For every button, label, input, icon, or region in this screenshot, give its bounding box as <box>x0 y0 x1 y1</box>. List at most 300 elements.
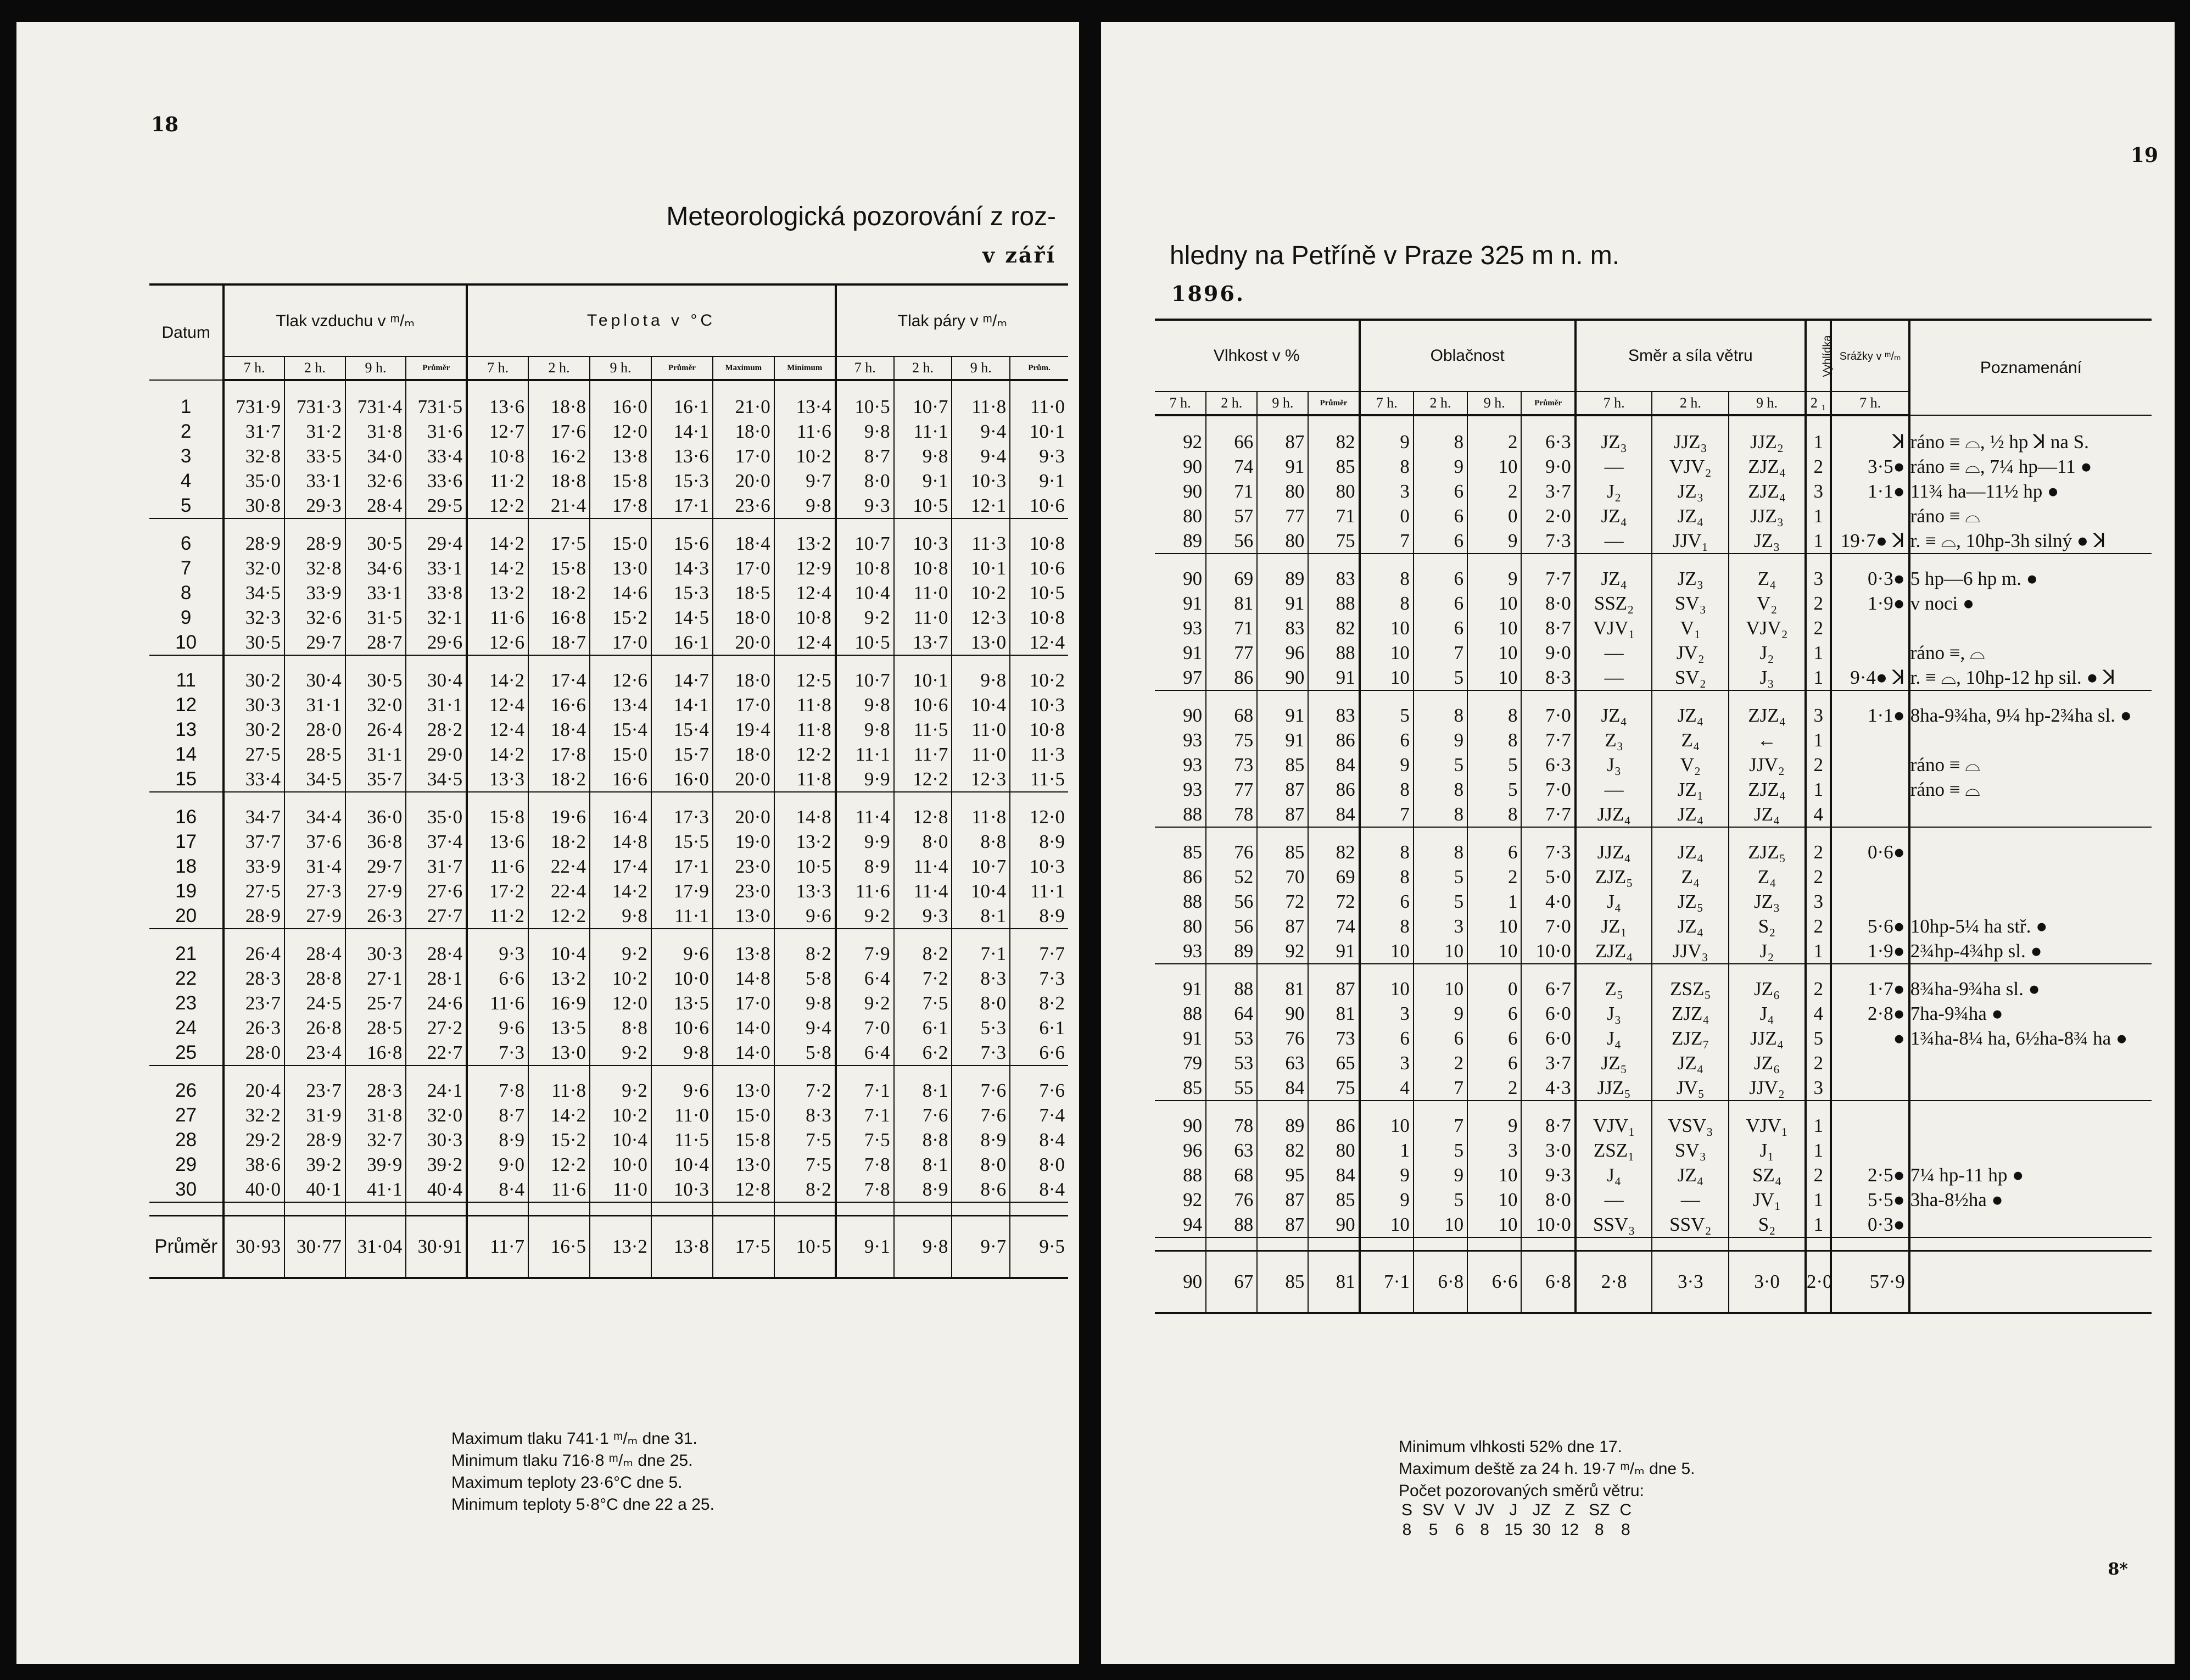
value-cell: 5 <box>1414 1187 1467 1212</box>
value-cell: 87 <box>1257 1187 1308 1212</box>
value-cell: 94 <box>1183 1213 1203 1235</box>
value-cell: ꓘ <box>1831 429 1909 454</box>
value-cell: 13·8 <box>590 444 651 468</box>
value-cell: 2 <box>1414 1051 1467 1075</box>
value-cell: 2 <box>1806 864 1831 889</box>
value-cell: 33·8 <box>406 581 467 605</box>
average-cell: 9·7 <box>952 1216 1010 1279</box>
value-cell: 91 <box>1183 641 1203 663</box>
value-cell: 2 <box>1806 914 1831 939</box>
value-cell: 28·9 <box>224 531 284 556</box>
value-cell: 7·7 <box>1521 566 1575 591</box>
value-cell: 23·7 <box>224 991 284 1015</box>
value-cell: — <box>1576 777 1652 802</box>
value-cell: 2 <box>1467 479 1521 504</box>
value-cell: 7·0 <box>836 1015 894 1040</box>
value-cell: 17·0 <box>713 693 774 717</box>
value-cell: 2 <box>1806 1163 1831 1187</box>
average-cell: 16·5 <box>528 1216 590 1279</box>
value-cell: 11·2 <box>467 468 528 493</box>
value-cell: 24·1 <box>406 1078 467 1103</box>
value-cell: 33·5 <box>284 444 345 468</box>
value-cell: 11·4 <box>836 805 894 829</box>
value-cell: 12·8 <box>894 805 952 829</box>
value-cell: 11·5 <box>651 1128 713 1152</box>
value-cell: 18·0 <box>713 419 774 444</box>
table-row <box>1155 1001 2152 1026</box>
value-cell: 5 <box>1467 752 1521 777</box>
value-cell: VJV₁ <box>1576 616 1652 640</box>
value-cell: 15·0 <box>590 742 651 767</box>
average-cell: 30·91 <box>406 1216 467 1279</box>
table-row <box>1155 939 2152 964</box>
value-cell: 17·4 <box>590 854 651 879</box>
group-spacer <box>1155 1237 2152 1251</box>
value-cell: ZJZ₅ <box>1576 864 1652 889</box>
value-cell: 9·8 <box>774 493 836 518</box>
value-cell: JZ₄ <box>1576 566 1652 591</box>
value-cell: 1 <box>1806 939 1831 964</box>
average-cell: 7·1 <box>1360 1251 1414 1314</box>
value-cell: JJZ₃ <box>1652 429 1729 454</box>
value-cell: 5 <box>1414 752 1467 777</box>
value-cell: 7·5 <box>774 1152 836 1177</box>
value-cell: 9·2 <box>836 605 894 630</box>
table-row <box>1155 454 2152 479</box>
value-cell: 16·8 <box>345 1040 406 1065</box>
value-cell: 10·6 <box>1010 493 1068 518</box>
note-wind-count-title: Počet pozorovaných směrů větru: <box>1399 1482 1644 1500</box>
value-cell: 14·0 <box>713 1015 774 1040</box>
value-cell: 39·2 <box>284 1152 345 1177</box>
value-cell: 86 <box>1183 866 1203 888</box>
value-cell: 8·9 <box>1010 829 1068 854</box>
value-cell: 91 <box>1308 939 1359 964</box>
value-cell: 18·5 <box>713 581 774 605</box>
value-cell: 90 <box>1183 1114 1203 1136</box>
value-cell: 80 <box>1257 528 1308 554</box>
value-cell: 81 <box>1308 1001 1359 1026</box>
value-cell: 87 <box>1257 914 1308 939</box>
table-row <box>1155 616 2152 640</box>
value-cell: 31·4 <box>284 854 345 879</box>
subheader-3: Průměr <box>1308 392 1359 415</box>
value-cell: 57 <box>1206 504 1257 528</box>
value-cell: 9·4 <box>952 419 1010 444</box>
value-cell: — <box>1576 640 1652 665</box>
value-cell: 8·1 <box>894 1152 952 1177</box>
value-cell: 28·9 <box>284 1128 345 1152</box>
remark-cell <box>1909 1075 2152 1101</box>
row-day: 11 <box>176 669 196 691</box>
left-page <box>16 22 1079 1664</box>
value-cell: 32·6 <box>284 605 345 630</box>
value-cell: 16·1 <box>651 394 713 419</box>
remark-cell: v noci ● <box>1909 591 2152 616</box>
value-cell: 18·8 <box>528 394 590 419</box>
value-cell: 6 <box>1360 889 1414 914</box>
value-cell: 11·0 <box>651 1103 713 1128</box>
value-cell: 82 <box>1308 429 1359 454</box>
value-cell: 84 <box>1257 1075 1308 1101</box>
value-cell: 88 <box>1308 591 1359 616</box>
value-cell: 75 <box>1308 528 1359 554</box>
value-cell: 56 <box>1206 528 1257 554</box>
value-cell: 86 <box>1206 665 1257 690</box>
value-cell: 4 <box>1806 802 1831 827</box>
average-cell: 30·77 <box>284 1216 345 1279</box>
page-title-right: hledny na Petříně v Praze 325 m n. m. <box>1170 241 1620 270</box>
value-cell: 7·9 <box>836 941 894 966</box>
value-cell: 10 <box>1360 939 1414 964</box>
group-spacer <box>1155 1101 2152 1113</box>
average-cell: 85 <box>1257 1251 1308 1314</box>
value-cell: 7·0 <box>1521 777 1575 802</box>
remark-cell <box>1909 1212 2152 1237</box>
table-row <box>1155 1163 2152 1187</box>
value-cell: 40·1 <box>284 1177 345 1202</box>
value-cell <box>1831 777 1909 802</box>
value-cell: 28·0 <box>284 717 345 742</box>
table-row <box>1155 665 2152 690</box>
wind-direction-count: 8 <box>1402 1521 1412 1539</box>
table-row <box>1155 429 2152 454</box>
value-cell: JZ₆ <box>1729 976 1806 1001</box>
row-day: 22 <box>175 967 197 989</box>
value-cell: — <box>1576 665 1652 690</box>
value-cell: J₃ <box>1576 1001 1652 1026</box>
value-cell: 40·0 <box>224 1177 284 1202</box>
value-cell: 3 <box>1360 1001 1414 1026</box>
subheader-6: 9 h. <box>590 356 651 380</box>
table-row <box>1155 566 2152 591</box>
value-cell: 13·2 <box>528 966 590 991</box>
value-cell: 9·3 <box>467 941 528 966</box>
value-cell: SSZ₂ <box>1576 591 1652 616</box>
value-cell: 9 <box>1360 752 1414 777</box>
wind-direction-name: SV <box>1422 1501 1445 1519</box>
value-cell: 37·6 <box>284 829 345 854</box>
value-cell: 10·8 <box>774 605 836 630</box>
value-cell: ● <box>1831 1026 1909 1051</box>
value-cell: 31·1 <box>345 742 406 767</box>
value-cell: 1·7● <box>1831 976 1909 1001</box>
value-cell: ← <box>1729 728 1806 752</box>
value-cell: 12·1 <box>952 493 1010 518</box>
value-cell: 10 <box>1414 976 1467 1001</box>
value-cell: 17·0 <box>713 556 774 581</box>
value-cell: 5 <box>1414 665 1467 690</box>
note-min-humidity: Minimum vlhkosti 52% dne 17. <box>1399 1438 1622 1456</box>
average-cell: 13·2 <box>590 1216 651 1279</box>
value-cell: 731·9 <box>224 394 284 419</box>
table-row <box>1155 479 2152 504</box>
value-cell: 6·6 <box>1010 1040 1068 1065</box>
value-cell: 80 <box>1308 1138 1359 1163</box>
value-cell: 7·2 <box>894 966 952 991</box>
table-row <box>149 903 1068 929</box>
value-cell: 8 <box>1414 840 1467 864</box>
value-cell: 1 <box>1806 528 1831 554</box>
value-cell: JZ₃ <box>1729 528 1806 554</box>
value-cell: J₁ <box>1729 1138 1806 1163</box>
value-cell: 89 <box>1257 566 1308 591</box>
value-cell: 23·4 <box>284 1040 345 1065</box>
value-cell: 32·7 <box>345 1128 406 1152</box>
average-cell: 11·7 <box>467 1216 528 1279</box>
value-cell: 6·3 <box>1521 752 1575 777</box>
value-cell: 16·4 <box>590 805 651 829</box>
subheader-6: 9 h. <box>1467 392 1521 415</box>
value-cell: SSV₂ <box>1652 1212 1729 1237</box>
value-cell: 85 <box>1183 1076 1203 1098</box>
value-cell: 14·6 <box>590 581 651 605</box>
value-cell: 4 <box>1806 1001 1831 1026</box>
value-cell: 12·8 <box>713 1177 774 1202</box>
value-cell: 10·5 <box>836 630 894 655</box>
remark-cell: 1¾ha-8¼ ha, 6½ha-8¾ ha ● <box>1909 1026 2152 1051</box>
value-cell: 90 <box>1183 704 1203 726</box>
value-cell: VJV₂ <box>1729 616 1806 640</box>
value-cell: 8·7 <box>1521 616 1575 640</box>
value-cell: 8·7 <box>467 1103 528 1128</box>
value-cell: 95 <box>1257 1163 1308 1187</box>
average-cell: 6·8 <box>1521 1251 1575 1314</box>
value-cell: 8·9 <box>836 854 894 879</box>
value-cell: 9·8 <box>952 668 1010 693</box>
value-cell: 20·0 <box>713 767 774 792</box>
value-cell: 83 <box>1257 616 1308 640</box>
value-cell: 1 <box>1806 1212 1831 1237</box>
value-cell: 10 <box>1414 939 1467 964</box>
value-cell: 9 <box>1414 728 1467 752</box>
value-cell: 6·2 <box>894 1040 952 1065</box>
value-cell: 7·3 <box>1010 966 1068 991</box>
value-cell: 56 <box>1206 914 1257 939</box>
value-cell: 8 <box>1467 728 1521 752</box>
value-cell: 9·6 <box>467 1015 528 1040</box>
value-cell: 27·5 <box>224 742 284 767</box>
group-spacer <box>1155 964 2152 976</box>
value-cell: 9·2 <box>590 941 651 966</box>
value-cell: 3·7 <box>1521 1051 1575 1075</box>
value-cell: 27·1 <box>345 966 406 991</box>
row-day: 23 <box>175 992 197 1014</box>
value-cell: 27·3 <box>284 879 345 903</box>
value-cell: 2 <box>1806 616 1831 640</box>
remark-cell: 3ha-8½ha ● <box>1909 1187 2152 1212</box>
value-cell: 0·6● <box>1831 840 1909 864</box>
value-cell: JZ₄ <box>1576 504 1652 528</box>
value-cell: 5·8 <box>774 1040 836 1065</box>
value-cell: S₂ <box>1729 914 1806 939</box>
value-cell: Z₄ <box>1652 728 1729 752</box>
value-cell: 5·8 <box>774 966 836 991</box>
table-row <box>149 854 1068 879</box>
value-cell: 91 <box>1183 592 1203 614</box>
value-cell: 23·6 <box>713 493 774 518</box>
value-cell: 14·2 <box>467 668 528 693</box>
value-cell: 7·3 <box>467 1040 528 1065</box>
value-cell: J₃ <box>1576 752 1652 777</box>
value-cell: 37·7 <box>224 829 284 854</box>
value-cell: 53 <box>1206 1051 1257 1075</box>
value-cell: 77 <box>1257 504 1308 528</box>
value-cell: 15·0 <box>713 1103 774 1128</box>
value-cell: 5 <box>1414 889 1467 914</box>
value-cell: 40·4 <box>406 1177 467 1202</box>
value-cell: JZ₄ <box>1652 802 1729 827</box>
value-cell: 6·3 <box>1521 429 1575 454</box>
header-humidity: Vlhkost v % <box>1155 320 1360 392</box>
value-cell: 9·8 <box>836 693 894 717</box>
value-cell: 6 <box>1467 1026 1521 1051</box>
average-row <box>149 1216 1068 1279</box>
note-max-temp: Maximum teploty 23·6°C dne 5. <box>451 1474 683 1492</box>
header-remarks: Poznamenání <box>1909 320 2152 415</box>
value-cell: 77 <box>1206 640 1257 665</box>
table-row <box>149 556 1068 581</box>
value-cell: 90 <box>1183 455 1203 477</box>
value-cell: 10·8 <box>467 444 528 468</box>
header-temperature: Teplota v °C <box>467 284 836 356</box>
value-cell: 15·4 <box>590 717 651 742</box>
value-cell: 7·2 <box>774 1078 836 1103</box>
row-day: 5 <box>180 494 192 516</box>
value-cell: 9·8 <box>836 419 894 444</box>
subheader-2: 9 h. <box>1257 392 1308 415</box>
value-cell: 71 <box>1308 504 1359 528</box>
value-cell: 9·1 <box>1010 468 1068 493</box>
value-cell: 13·0 <box>952 630 1010 655</box>
value-cell: 7 <box>1414 1075 1467 1101</box>
value-cell: 28·4 <box>406 941 467 966</box>
value-cell: 31·2 <box>284 419 345 444</box>
value-cell: 33·9 <box>224 854 284 879</box>
value-cell: 7 <box>1360 528 1414 554</box>
value-cell: J₄ <box>1576 1163 1652 1187</box>
value-cell: 10 <box>1467 616 1521 640</box>
value-cell: 6 <box>1414 528 1467 554</box>
value-cell: 9 <box>1467 528 1521 554</box>
value-cell: 16·0 <box>651 767 713 792</box>
value-cell: 9·8 <box>590 903 651 929</box>
row-day: 13 <box>175 718 197 740</box>
value-cell: ZJZ₄ <box>1729 703 1806 728</box>
value-cell: 83 <box>1308 703 1359 728</box>
value-cell: 15·0 <box>590 531 651 556</box>
table-row <box>149 1078 1068 1103</box>
value-cell: 11·0 <box>894 605 952 630</box>
value-cell: 19·6 <box>528 805 590 829</box>
value-cell: 6 <box>1360 1026 1414 1051</box>
value-cell: 34·7 <box>224 805 284 829</box>
value-cell: 1 <box>1806 504 1831 528</box>
table-row <box>149 468 1068 493</box>
value-cell: 10·4 <box>952 693 1010 717</box>
value-cell: 10·0 <box>1521 939 1575 964</box>
value-cell: 10·8 <box>894 556 952 581</box>
value-cell: 9·0 <box>1521 454 1575 479</box>
value-cell: 86 <box>1308 728 1359 752</box>
value-cell: V₁ <box>1652 616 1729 640</box>
value-cell: JZ₆ <box>1729 1051 1806 1075</box>
value-cell: 26·3 <box>345 903 406 929</box>
value-cell: 78 <box>1206 802 1257 827</box>
value-cell: 28·7 <box>345 630 406 655</box>
subheader-10: 9 h. <box>1729 392 1806 415</box>
value-cell: 7 <box>1414 640 1467 665</box>
subheader-8: Maximum <box>713 356 774 380</box>
value-cell: 17·0 <box>713 991 774 1015</box>
subheader-9: Minimum <box>774 356 836 380</box>
value-cell: SV₃ <box>1652 591 1729 616</box>
value-cell: 8·3 <box>774 1103 836 1128</box>
value-cell: 10·7 <box>836 668 894 693</box>
value-cell: 9·8 <box>651 1040 713 1065</box>
value-cell: 77 <box>1206 777 1257 802</box>
value-cell: 9·2 <box>590 1078 651 1103</box>
value-cell: 3·7 <box>1521 479 1575 504</box>
table-row <box>1155 864 2152 889</box>
row-day: 19 <box>175 880 197 902</box>
row-day: 8 <box>180 582 192 604</box>
value-cell: SV₂ <box>1652 665 1729 690</box>
value-cell: 8·6 <box>952 1177 1010 1202</box>
value-cell: 26·8 <box>284 1015 345 1040</box>
value-cell: 87 <box>1257 802 1308 827</box>
value-cell: 33·9 <box>284 581 345 605</box>
value-cell: JV₂ <box>1652 640 1729 665</box>
subheader-4: 7 h. <box>1360 392 1414 415</box>
value-cell: JV₁ <box>1729 1187 1806 1212</box>
value-cell: 7·6 <box>952 1103 1010 1128</box>
value-cell: 69 <box>1308 864 1359 889</box>
value-cell: 731·5 <box>406 394 467 419</box>
value-cell: 2 <box>1806 1051 1831 1075</box>
value-cell: 28·0 <box>224 1040 284 1065</box>
value-cell: 56 <box>1206 889 1257 914</box>
average-cell: 81 <box>1308 1251 1359 1314</box>
value-cell: J₃ <box>1729 665 1806 690</box>
value-cell: 6 <box>1360 728 1414 752</box>
value-cell: 75 <box>1308 1075 1359 1101</box>
value-cell: 11·8 <box>774 693 836 717</box>
value-cell: 32·2 <box>224 1103 284 1128</box>
value-cell: 12·5 <box>774 668 836 693</box>
value-cell: 7·3 <box>952 1040 1010 1065</box>
value-cell: 18·2 <box>528 767 590 792</box>
value-cell: 10 <box>1467 1187 1521 1212</box>
value-cell: 90 <box>1257 665 1308 690</box>
value-cell: 16·6 <box>528 693 590 717</box>
value-cell: 31·5 <box>345 605 406 630</box>
value-cell: 85 <box>1308 1187 1359 1212</box>
value-cell: 15·2 <box>590 605 651 630</box>
value-cell: 19·7● ꓘ <box>1831 528 1909 554</box>
value-cell: 10·4 <box>651 1152 713 1177</box>
value-cell: 33·1 <box>284 468 345 493</box>
value-cell: 81 <box>1206 591 1257 616</box>
table-row <box>149 693 1068 717</box>
value-cell: 88 <box>1183 803 1203 825</box>
value-cell: 28·9 <box>224 903 284 929</box>
wind-direction-count: 12 <box>1560 1521 1579 1539</box>
table-row <box>1155 976 2152 1001</box>
value-cell: — <box>1576 1187 1652 1212</box>
value-cell: 2 <box>1806 976 1831 1001</box>
value-cell: 8·7 <box>836 444 894 468</box>
